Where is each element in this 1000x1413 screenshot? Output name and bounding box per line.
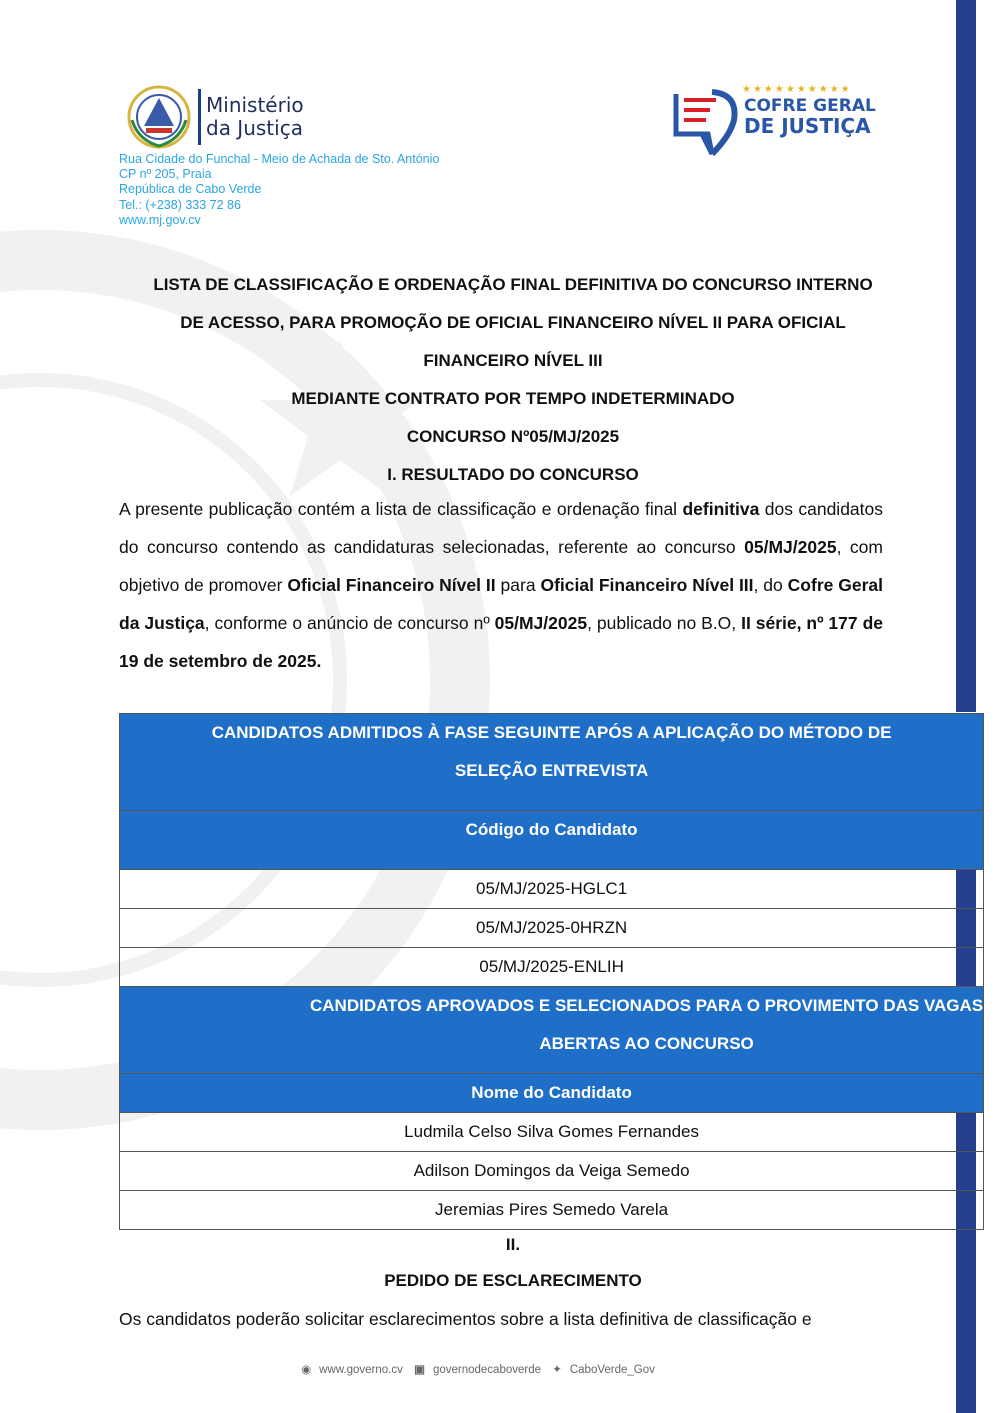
paragraph-bold: definitiva (682, 499, 760, 519)
address-line: Tel.: (+238) 333 72 86 (119, 197, 241, 212)
header-text: CANDIDATOS ADMITIDOS À FASE SEGUINTE APÓS A APLICAÇÃO DO MÉTODO DE (211, 723, 892, 742)
candidate-name-cell: Adilson Domingos da Veiga Semedo (120, 1152, 984, 1191)
title-line: DE ACESSO, PARA PROMOÇÃO DE OFICIAL FINANCEIRO NÍVEL II PARA OFICIAL (180, 313, 846, 332)
table-row (120, 870, 984, 909)
cofre-geral-name-line1: COFRE GERAL (744, 96, 876, 116)
section-heading-2-title: PEDIDO DE ESCLARECIMENTO (384, 1271, 642, 1290)
table-row (120, 1191, 984, 1230)
header-text: SELEÇÃO ENTREVISTA (454, 761, 649, 780)
ministry-logo (126, 84, 304, 150)
candidate-name-cell: Jeremias Pires Semedo Varela (120, 1191, 984, 1230)
twitter-icon: ✦ (552, 1364, 562, 1376)
ministry-logo-divider (198, 89, 201, 145)
paragraph-text: , publicado no B.O, (587, 613, 742, 633)
section-heading-2-number: II. (505, 1235, 521, 1254)
paragraph-text: , com objetivo de promover (119, 537, 883, 595)
name-column-header: Nome do Candidato (120, 1074, 984, 1113)
paragraph-bold: 05/MJ/2025 (494, 613, 588, 633)
cofre-geral-emblem-icon (672, 84, 742, 160)
address-line: República de Cabo Verde (119, 182, 262, 197)
title-line: FINANCEIRO NÍVEL III (423, 351, 603, 370)
contest-number: CONCURSO Nº05/MJ/2025 (406, 427, 620, 446)
table-row (120, 714, 984, 811)
section-heading-1: I. RESULTADO DO CONCURSO (387, 465, 639, 484)
paragraph-bold: II série, nº 177 de 19 de setembro de 2025. (119, 613, 883, 671)
table-row (120, 1074, 984, 1113)
national-seal-icon (126, 84, 192, 150)
candidate-code-cell: 05/MJ/2025-ENLIH (120, 948, 984, 987)
title-line: LISTA DE CLASSIFICAÇÃO E ORDENAÇÃO FINAL DEFINITIVA DO CONCURSO INTERNO (153, 275, 873, 294)
paragraph-text: dos candidatos do concurso contendo as candidaturas selecionadas, referente ao concurso (119, 499, 883, 557)
cofre-geral-stars: ★★★★★★★★★★ (742, 84, 852, 95)
paragraph-text: A presente publicação contém a lista de classificação e ordenação final (119, 499, 683, 519)
facebook-icon: ▣ (414, 1364, 425, 1376)
table-row (120, 909, 984, 948)
address-line: Rua Cidade do Funchal - Meio de Achada de Sto. António (119, 152, 440, 166)
ministry-address (119, 152, 439, 228)
ministry-name-line2: da Justiça (206, 116, 303, 140)
globe-icon: ◉ (301, 1364, 312, 1376)
clarification-paragraph: Os candidatos poderão solicitar esclarecimentos sobre a lista definitiva de classificação e (119, 1309, 812, 1329)
header-text: CANDIDATOS APROVADOS E SELECIONADOS PARA O PROVIMENTO DAS VAGAS (310, 996, 984, 1015)
paragraph-text: , conforme o anúncio de concurso nº (204, 613, 495, 633)
footer-website-link[interactable]: www.governo.cv (319, 1364, 403, 1376)
ministry-name (206, 94, 304, 140)
candidate-name-cell: Ludmila Celso Silva Gomes Fernandes (120, 1113, 984, 1152)
table-row (120, 1152, 984, 1191)
code-column-header: Código do Candidato (120, 811, 984, 870)
table-row (120, 948, 984, 987)
paragraph-bold: Cofre Geral da Justiça (119, 575, 884, 633)
paragraph-text: , do (753, 575, 788, 595)
results-table (119, 713, 984, 1230)
sidebar-stripe-blue-top (956, 0, 976, 712)
table-row (120, 1113, 984, 1152)
admitted-section-header (120, 714, 984, 811)
ministry-name-line1: Ministério (206, 93, 304, 117)
subtitle-contract: MEDIANTE CONTRATO POR TEMPO INDETERMINADO (291, 389, 735, 408)
paragraph-text: para (495, 575, 541, 595)
candidate-code-cell: 05/MJ/2025-HGLC1 (120, 870, 984, 909)
cofre-geral-logo (672, 84, 882, 160)
address-website: www.mj.gov.cv (119, 212, 201, 227)
approved-section-header (120, 987, 984, 1074)
header-text: ABERTAS AO CONCURSO (539, 1034, 754, 1053)
document-titles (120, 266, 906, 494)
table-row (120, 987, 984, 1074)
footer-facebook-link[interactable]: governodecaboverde (432, 1364, 542, 1376)
candidate-code-cell: 05/MJ/2025-0HRZN (120, 909, 984, 948)
paragraph-bold: Oficial Financeiro Nível II (287, 575, 496, 595)
address-line: CP nº 205, Praia (119, 167, 212, 182)
intro-paragraph (119, 490, 883, 680)
paragraph-bold: Oficial Financeiro Nível III (540, 575, 754, 595)
page-footer (0, 1362, 956, 1376)
table-row (120, 811, 984, 870)
paragraph-bold: 05/MJ/2025 (744, 537, 837, 557)
cofre-geral-name-line2: DE JUSTIÇA (744, 114, 871, 138)
footer-twitter-link[interactable]: CaboVerde_Gov (569, 1364, 655, 1376)
